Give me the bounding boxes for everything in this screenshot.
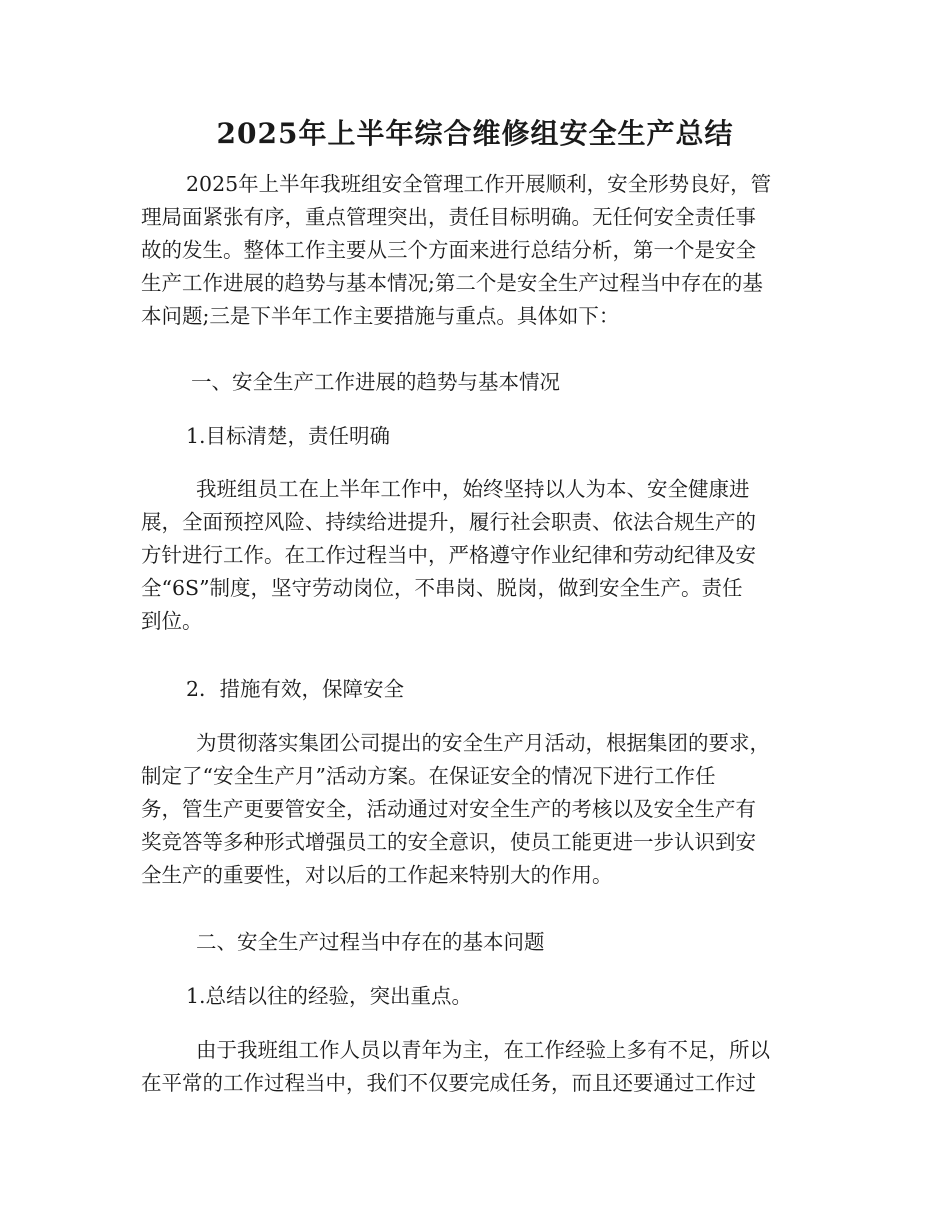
- item-1-heading: 1.目标清楚，责任明确: [186, 424, 391, 448]
- intro-line-5: 本问题;三是下半年工作主要措施与重点。具体如下：: [141, 304, 620, 328]
- item-1-line-5: 到位。: [141, 609, 203, 633]
- item-2-line-3: 务，管生产更要管安全，活动通过对安全生产的考核以及安全生产有: [141, 797, 756, 821]
- item-2-line-2: 制定了“安全生产月”活动方案。在保证安全的情况下进行工作任: [141, 764, 716, 788]
- item-1-line-1: 我班组员工在上半年工作中，始终坚持以人为本、安全健康进: [196, 477, 750, 501]
- intro-line-2: 理局面紧张有序，重点管理突出，责任目标明确。无任何安全责任事: [141, 205, 756, 229]
- item-3-line-2: 在平常的工作过程当中，我们不仅要完成任务，而且还要通过工作过: [141, 1071, 756, 1095]
- document-title: 2025年上半年综合维修组安全生产总结: [216, 117, 734, 150]
- section-2-heading: 二、安全生产过程当中存在的基本问题: [196, 930, 545, 954]
- section-1-heading: 一、安全生产工作进展的趋势与基本情况: [191, 370, 560, 394]
- item-2-line-5: 全生产的重要性，对以后的工作起来特别大的作用。: [141, 863, 613, 887]
- item-1-line-3: 方针进行工作。在工作过程当中，严格遵守作业纪律和劳动纪律及安: [141, 543, 756, 567]
- item-2-line-1: 为贯彻落实集团公司提出的安全生产月活动，根据集团的要求，: [196, 731, 770, 755]
- item-2-line-4: 奖竞答等多种形式增强员工的安全意识，使员工能更进一步认识到安: [141, 830, 756, 854]
- intro-line-3: 故的发生。整体工作主要从三个方面来进行总结分析，第一个是安全: [141, 238, 756, 262]
- item-3-heading: 1.总结以往的经验，突出重点。: [186, 984, 473, 1008]
- item-3-line-1: 由于我班组工作人员以青年为主，在工作经验上多有不足，所以: [196, 1038, 770, 1062]
- item-1-line-4: 全“6S”制度，坚守劳动岗位，不串岗、脱岗，做到安全生产。责任: [141, 576, 743, 600]
- intro-line-4: 生产工作进展的趋势与基本情况;第二个是安全生产过程当中存在的基: [141, 271, 763, 295]
- item-1-line-2: 展，全面预控风险、持续给进提升，履行社会职责、依法合规生产的: [141, 510, 756, 534]
- intro-line-1: 2025年上半年我班组安全管理工作开展顺利，安全形势良好，管: [186, 172, 772, 196]
- item-2-heading: 2．措施有效，保障安全: [186, 677, 405, 701]
